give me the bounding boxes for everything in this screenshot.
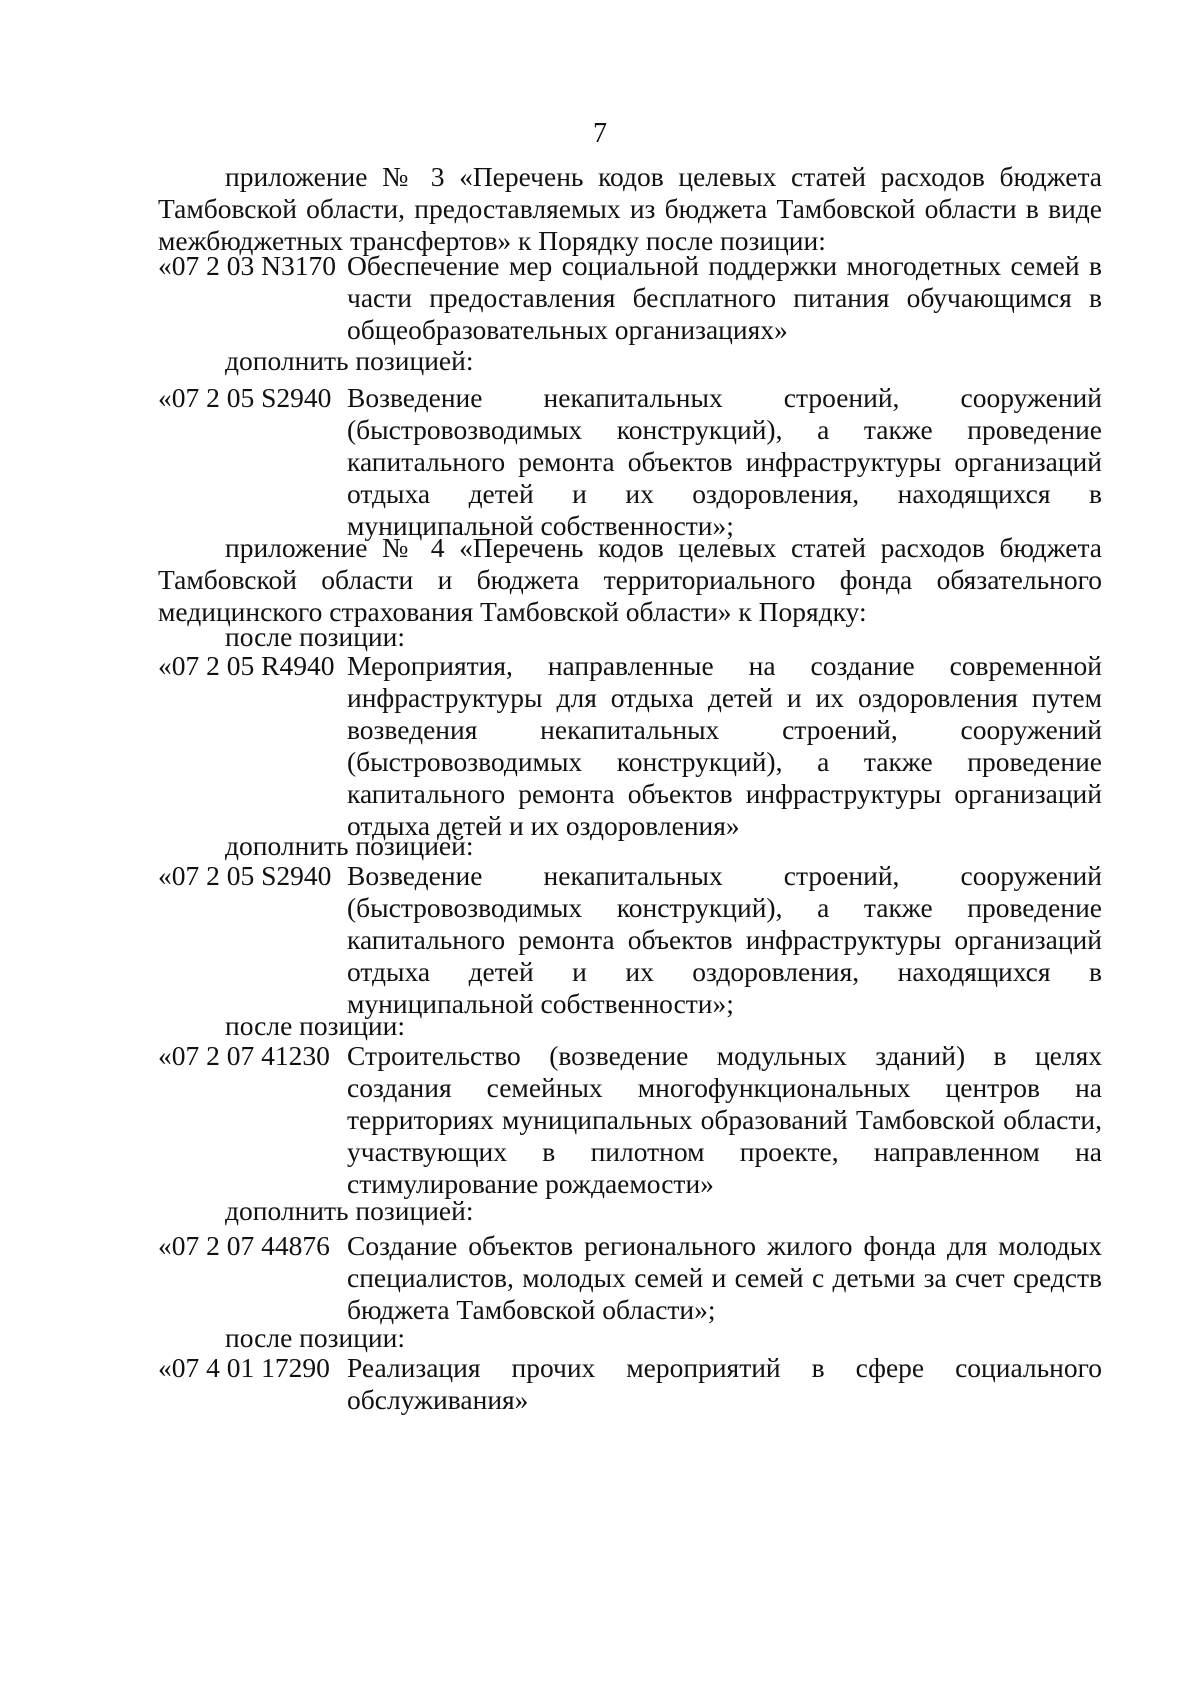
code-entry [158, 250, 1102, 346]
code-entry [158, 1040, 1102, 1200]
code-entry [158, 860, 1102, 1020]
code-entry [158, 650, 1102, 842]
entry-code: «07 2 07 44876 [158, 1230, 330, 1261]
instruction-after-position: после позиции: [225, 621, 405, 652]
entry-code: «07 2 05 S2940 [158, 860, 332, 891]
paragraph-appendix-4: приложение № 4 «Перечень кодов целевых статей расходов бюджета Тамбовской области и бюджета территориального фонда обязательного медицинского страхования Тамбовской области» к Порядку: [158, 532, 1102, 627]
instruction-after-position: после позиции: [225, 1010, 405, 1041]
entry-description: Создание объектов регионального жилого фонда для молодых специалистов, молодых семей и семей с детьми за счет средств бюджета Тамбовской области»; [347, 1230, 1102, 1325]
instruction-add-position: дополнить позицией: [225, 830, 474, 861]
code-entry [158, 1352, 1102, 1416]
code-entry [158, 1230, 1102, 1326]
paragraph-appendix-3: приложение № 3 «Перечень кодов целевых статей расходов бюджета Тамбовской области, предоставляемых из бюджета Тамбовской области в виде межбюджетных трансфертов» к Порядку после позиции: [158, 161, 1102, 256]
entry-description: Возведение некапитальных строений, сооружений (быстровозводимых конструкций), а также проведение капитального ремонта объектов инфраструктуры организаций отдыха детей и их оздоровления, находящихся в муниципальной собственности»; [347, 860, 1102, 1019]
entry-code: «07 2 05 R4940 [158, 650, 335, 681]
entry-code: «07 4 01 17290 [158, 1352, 330, 1383]
entry-code: «07 2 03 N3170 [158, 250, 336, 281]
entry-description: Обеспечение мер социальной поддержки многодетных семей в части предоставления бесплатного питания обучающимся в общеобразовательных организациях» [347, 250, 1102, 345]
code-entry [158, 382, 1102, 542]
entry-description: Строительство (возведение модульных зданий) в целях создания семейных многофункциональных центров на территориях муниципальных образований Тамбовской области, участвующих в пилотном проекте, направленном на стимулирование рождаемости» [347, 1040, 1102, 1199]
instruction-add-position: дополнить позицией: [225, 1195, 474, 1226]
entry-description: Мероприятия, направленные на создание современной инфраструктуры для отдыха детей и их оздоровления путем возведения некапитальных строений, сооружений (быстровозводимых конструкций), а также проведение капитального ремонта объектов инфраструктуры организаций отдыха детей и их оздоровления» [347, 650, 1102, 841]
instruction-add-position: дополнить позицией: [225, 345, 474, 376]
entry-code: «07 2 05 S2940 [158, 382, 332, 413]
entry-description: Реализация прочих мероприятий в сфере социального обслуживания» [347, 1352, 1102, 1415]
entry-description: Возведение некапитальных строений, сооружений (быстровозводимых конструкций), а также проведение капитального ремонта объектов инфраструктуры организаций отдыха детей и их оздоровления, находящихся в муниципальной собственности»; [347, 382, 1102, 541]
entry-code: «07 2 07 41230 [158, 1040, 330, 1071]
page-number: 7 [593, 118, 607, 149]
instruction-after-position: после позиции: [225, 1322, 405, 1353]
